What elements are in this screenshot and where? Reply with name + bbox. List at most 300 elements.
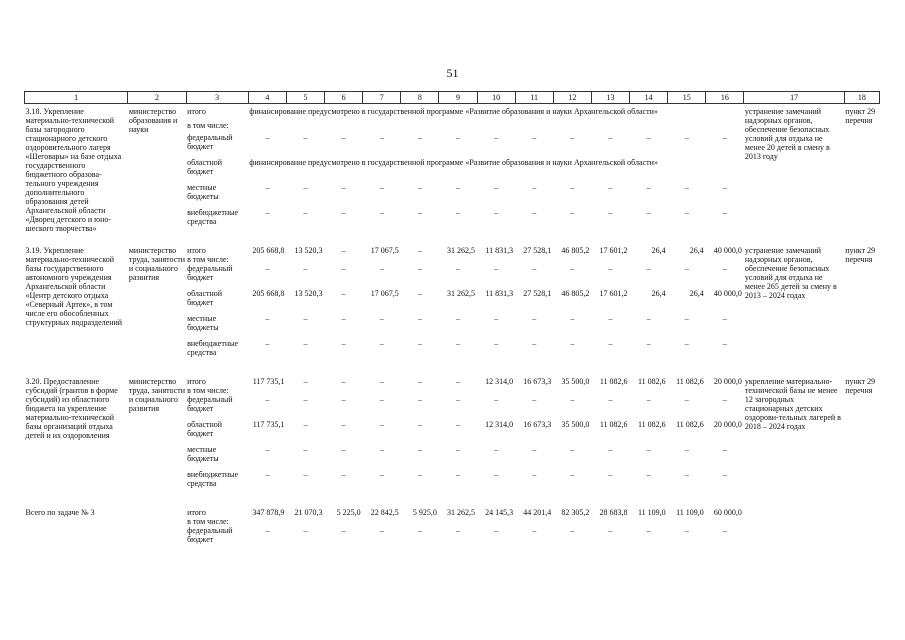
empty-cell — [325, 386, 363, 395]
value-cell: – — [265, 133, 270, 142]
value-cell: – — [608, 445, 613, 454]
value-cell: – — [455, 395, 460, 404]
column-header: 11 — [515, 92, 553, 104]
value-cell: 5 925,0 — [412, 508, 437, 517]
column-header: 10 — [477, 92, 515, 104]
empty-cell — [477, 517, 515, 526]
value-cell: – — [532, 208, 537, 217]
value-cell: – — [303, 314, 308, 323]
empty-cell — [477, 121, 515, 133]
value-cell: – — [417, 526, 422, 535]
value-cell: 16 673,3 — [523, 420, 552, 429]
value-cell: – — [265, 208, 270, 217]
source-label: федеральный бюджет — [187, 264, 233, 282]
value-cell: – — [494, 395, 499, 404]
value-cell: – — [722, 208, 727, 217]
value-cell: – — [722, 445, 727, 454]
value-cell: 44 201,4 — [523, 508, 552, 517]
value-cell: 35 500,0 — [561, 377, 590, 386]
empty-cell — [668, 386, 706, 395]
value-cell: 82 305,2 — [561, 508, 590, 517]
value-cell: – — [341, 289, 346, 298]
value-cell: – — [303, 208, 308, 217]
header-row — [25, 92, 880, 104]
value-cell: – — [570, 264, 575, 273]
value-cell: 11 109,0 — [676, 508, 704, 517]
empty-cell — [363, 121, 401, 133]
value-cell: – — [722, 526, 727, 535]
value-cell: – — [341, 314, 346, 323]
financing-table — [24, 91, 880, 551]
empty-cell — [591, 121, 629, 133]
executor: министерство образования и науки — [128, 107, 178, 134]
empty-cell — [591, 386, 629, 395]
value-cell: – — [608, 314, 613, 323]
empty-cell — [401, 121, 439, 133]
value-cell: – — [494, 264, 499, 273]
value-cell: – — [341, 526, 346, 535]
value-cell: 26,4 — [651, 246, 666, 255]
table-row — [25, 374, 880, 386]
column-header: 5 — [286, 92, 324, 104]
value-cell: – — [532, 445, 537, 454]
value-cell: 20 000,0 — [713, 377, 742, 386]
value-cell: – — [494, 183, 499, 192]
value-cell: – — [417, 470, 422, 479]
empty-cell — [515, 255, 553, 264]
value-cell: – — [379, 314, 384, 323]
value-cell: 17 067,5 — [370, 289, 399, 298]
source-label: федеральный бюджет — [187, 526, 233, 544]
value-cell: – — [341, 208, 346, 217]
executor — [128, 505, 186, 551]
value-cell: – — [303, 339, 308, 348]
value-cell: – — [341, 470, 346, 479]
value-cell: – — [379, 470, 384, 479]
column-header: 2 — [128, 92, 186, 104]
value-cell: 13 520,3 — [294, 246, 323, 255]
page-number: 51 — [446, 66, 459, 80]
value-cell: 5 225,0 — [336, 508, 361, 517]
value-cell: – — [532, 470, 537, 479]
value-cell: – — [417, 339, 422, 348]
column-header: 18 — [844, 92, 879, 104]
value-cell: 28 683,8 — [599, 508, 628, 517]
value-cell: – — [532, 133, 537, 142]
value-cell: 11 831,3 — [485, 246, 514, 255]
value-cell: – — [303, 183, 308, 192]
empty-cell — [515, 386, 553, 395]
value-cell: – — [646, 339, 651, 348]
value-cell: – — [265, 339, 270, 348]
spacer-cell — [25, 495, 880, 505]
empty-cell — [515, 121, 553, 133]
value-cell: – — [684, 339, 689, 348]
empty-cell — [286, 121, 324, 133]
empty-cell — [248, 517, 286, 526]
value-cell: – — [722, 183, 727, 192]
empty-cell — [248, 121, 286, 133]
value-cell: – — [455, 445, 460, 454]
value-cell: – — [722, 264, 727, 273]
value-cell: – — [379, 377, 384, 386]
total-label: Всего по задаче № 3 — [25, 508, 95, 517]
list-reference: пункт 29 перечня — [845, 246, 876, 264]
value-cell: – — [608, 339, 613, 348]
empty-cell — [630, 517, 668, 526]
source-label: в том числе: — [187, 120, 229, 130]
table-row — [25, 505, 880, 517]
value-cell: 117 735,1 — [252, 377, 285, 386]
value-cell: – — [265, 183, 270, 192]
value-cell: – — [646, 133, 651, 142]
empty-cell — [286, 517, 324, 526]
value-cell: – — [570, 395, 575, 404]
value-cell: – — [303, 395, 308, 404]
value-cell: – — [722, 339, 727, 348]
value-cell: – — [341, 377, 346, 386]
empty-cell — [706, 386, 744, 395]
value-cell: – — [417, 183, 422, 192]
value-cell: 17 601,2 — [599, 289, 628, 298]
value-cell: – — [570, 445, 575, 454]
value-cell: – — [303, 377, 308, 386]
value-cell: – — [646, 208, 651, 217]
value-cell: – — [684, 314, 689, 323]
empty-cell — [286, 386, 324, 395]
empty-cell — [439, 255, 477, 264]
value-cell: 27 528,1 — [523, 246, 552, 255]
column-header: 1 — [25, 92, 128, 104]
source-label: в том числе: — [187, 386, 229, 395]
empty-cell — [630, 255, 668, 264]
source-label: местные бюджеты — [187, 445, 219, 463]
source-label: в том числе: — [187, 517, 229, 526]
column-header: 9 — [439, 92, 477, 104]
source-label: в том числе: — [187, 255, 229, 264]
value-cell: 20 000,0 — [713, 420, 742, 429]
value-cell: – — [570, 470, 575, 479]
value-cell: 26,4 — [689, 246, 704, 255]
value-cell: – — [341, 246, 346, 255]
column-header: 6 — [325, 92, 363, 104]
empty-cell — [401, 386, 439, 395]
value-cell: – — [417, 246, 422, 255]
value-cell: 13 520,3 — [294, 289, 323, 298]
value-cell: – — [494, 526, 499, 535]
value-cell: 117 735,1 — [252, 420, 285, 429]
spacer-row — [25, 233, 880, 243]
value-cell: 347 878,9 — [252, 508, 285, 517]
value-cell: – — [341, 395, 346, 404]
empty-cell — [553, 255, 591, 264]
value-cell: – — [455, 264, 460, 273]
source-label: итого — [187, 377, 206, 386]
source-label: федеральный бюджет — [187, 133, 233, 151]
empty-cell — [477, 386, 515, 395]
source-label: местные бюджеты — [187, 183, 219, 201]
value-cell: – — [646, 314, 651, 323]
column-header: 4 — [248, 92, 286, 104]
table-row — [25, 243, 880, 255]
source-label: итого — [187, 246, 206, 255]
source-label: федеральный бюджет — [187, 395, 233, 413]
value-cell: 11 082,6 — [637, 420, 666, 429]
value-cell: – — [608, 133, 613, 142]
value-cell: 12 314,0 — [485, 420, 514, 429]
value-cell: – — [341, 183, 346, 192]
value-cell: – — [646, 445, 651, 454]
value-cell: – — [341, 445, 346, 454]
value-cell: 16 673,3 — [523, 377, 552, 386]
empty-cell — [706, 517, 744, 526]
value-cell: – — [570, 208, 575, 217]
value-cell: – — [341, 133, 346, 142]
value-cell: – — [303, 470, 308, 479]
list-reference: пункт 29 перечня — [845, 107, 876, 125]
value-cell: – — [608, 264, 613, 273]
column-header: 15 — [668, 92, 706, 104]
value-cell: – — [684, 133, 689, 142]
table-row — [25, 104, 880, 121]
value-cell: – — [379, 339, 384, 348]
value-cell: 26,4 — [651, 289, 666, 298]
empty-cell — [363, 255, 401, 264]
empty-cell — [248, 255, 286, 264]
column-header: 8 — [401, 92, 439, 104]
value-cell: – — [379, 208, 384, 217]
value-cell: – — [608, 470, 613, 479]
value-cell: – — [341, 339, 346, 348]
value-cell: – — [570, 339, 575, 348]
column-header: 14 — [630, 92, 668, 104]
empty-cell — [591, 517, 629, 526]
value-cell: – — [417, 289, 422, 298]
value-cell: 40 000,0 — [713, 289, 742, 298]
value-cell: – — [265, 395, 270, 404]
expected-result: устранение замечаний надзорных органов, обеспечение безопасных условий для отдыха не менее 20 детей в смену в 2013 году — [744, 107, 830, 161]
source-label: областной бюджет — [187, 289, 223, 307]
value-cell: – — [379, 264, 384, 273]
value-cell: – — [608, 183, 613, 192]
empty-cell — [363, 517, 401, 526]
value-cell: – — [265, 445, 270, 454]
value-cell: 11 082,6 — [676, 420, 704, 429]
empty-cell — [553, 121, 591, 133]
column-header: 13 — [591, 92, 629, 104]
value-cell: 11 082,6 — [599, 377, 628, 386]
column-header: 17 — [744, 92, 844, 104]
value-cell: – — [494, 470, 499, 479]
value-cell: – — [303, 264, 308, 273]
empty-cell — [325, 121, 363, 133]
value-cell: 31 262,5 — [447, 289, 476, 298]
value-cell: – — [570, 133, 575, 142]
empty-cell — [439, 386, 477, 395]
value-cell: – — [532, 314, 537, 323]
measure-name: 3.19. Укрепление материально-технической базы государственного автономного учреждения Архангельской области «Центр детского отдыха «Северный Артек», в том числе его обособленных структурных подразделений — [25, 246, 123, 327]
value-cell: 205 668,8 — [252, 246, 285, 255]
value-cell: 31 262,5 — [447, 246, 476, 255]
value-cell: – — [265, 470, 270, 479]
value-cell: – — [379, 526, 384, 535]
list-reference — [844, 505, 879, 551]
measure-name: 3.18. Укрепление материально-технической базы загородного стационарного детского оздоровительного лагеря «Шеговары» на базе отдыха государственного бюджетного образова-тельного учреждения дополнительного образования детей Архангельской области «Дворец детского и юно-шеского творчества» — [25, 107, 122, 233]
value-cell: – — [455, 133, 460, 142]
empty-cell — [286, 255, 324, 264]
value-cell: – — [417, 264, 422, 273]
source-label: итого — [187, 508, 206, 517]
column-header: 7 — [363, 92, 401, 104]
source-label: областной бюджет — [187, 158, 223, 176]
executor: министерство труда, занятости и социального развития — [128, 246, 186, 282]
value-cell: – — [417, 377, 422, 386]
value-cell: – — [532, 264, 537, 273]
measure-name: 3.20. Предоставление субсидий (грантов в форме субсидий) из областного бюджета на укрепление материально-технической базы организаций отдыха детей и их оздоровления — [25, 377, 118, 440]
value-cell: – — [684, 264, 689, 273]
value-cell: – — [494, 314, 499, 323]
value-cell: – — [455, 314, 460, 323]
executor: министерство труда, занятости и социального развития — [128, 377, 186, 413]
empty-cell — [706, 255, 744, 264]
value-cell: – — [417, 445, 422, 454]
value-cell: – — [379, 183, 384, 192]
expected-result — [744, 505, 844, 551]
empty-cell — [553, 386, 591, 395]
value-cell: – — [608, 526, 613, 535]
financing-note: финансирование предусмотрено в государственной программе «Развитие образования и науки Архангельской области» — [249, 107, 658, 116]
value-cell: 26,4 — [689, 289, 704, 298]
value-cell: – — [494, 339, 499, 348]
value-cell: – — [684, 183, 689, 192]
empty-cell — [668, 255, 706, 264]
value-cell: 22 842,5 — [370, 508, 399, 517]
empty-cell — [668, 121, 706, 133]
value-cell: – — [417, 208, 422, 217]
value-cell: – — [608, 395, 613, 404]
value-cell: – — [455, 208, 460, 217]
column-header: 12 — [553, 92, 591, 104]
value-cell: – — [646, 264, 651, 273]
spacer-cell — [25, 364, 880, 374]
value-cell: – — [532, 183, 537, 192]
value-cell: 24 145,3 — [485, 508, 514, 517]
column-header: 3 — [186, 92, 248, 104]
value-cell: – — [455, 377, 460, 386]
source-label: внебюджетные средства — [187, 470, 239, 488]
value-cell: – — [494, 133, 499, 142]
list-reference: пункт 29 перечня — [845, 377, 876, 395]
value-cell: – — [722, 395, 727, 404]
value-cell: – — [265, 526, 270, 535]
empty-cell — [668, 517, 706, 526]
empty-cell — [248, 386, 286, 395]
empty-cell — [401, 517, 439, 526]
value-cell: – — [608, 208, 613, 217]
value-cell: 11 831,3 — [485, 289, 514, 298]
value-cell: 17 601,2 — [599, 246, 628, 255]
value-cell: – — [417, 395, 422, 404]
value-cell: – — [684, 526, 689, 535]
value-cell: – — [379, 395, 384, 404]
value-cell: – — [494, 208, 499, 217]
source-label: внебюджетные средства — [187, 339, 239, 357]
empty-cell — [401, 255, 439, 264]
value-cell: – — [532, 395, 537, 404]
source-label: областной бюджет — [187, 420, 223, 438]
value-cell: 205 668,8 — [252, 289, 285, 298]
value-cell: 60 000,0 — [713, 508, 742, 517]
empty-cell — [630, 121, 668, 133]
value-cell: – — [303, 526, 308, 535]
value-cell: – — [417, 133, 422, 142]
value-cell: – — [341, 264, 346, 273]
spacer-cell — [25, 233, 880, 243]
value-cell: – — [379, 445, 384, 454]
value-cell: – — [455, 339, 460, 348]
value-cell: 46 805,2 — [561, 289, 590, 298]
value-cell: – — [532, 526, 537, 535]
value-cell: – — [455, 526, 460, 535]
value-cell: – — [417, 314, 422, 323]
empty-cell — [553, 517, 591, 526]
empty-cell — [706, 121, 744, 133]
value-cell: – — [494, 445, 499, 454]
empty-cell — [515, 517, 553, 526]
value-cell: 11 082,6 — [599, 420, 628, 429]
value-cell: 17 067,5 — [370, 246, 399, 255]
value-cell: – — [646, 526, 651, 535]
value-cell: – — [379, 133, 384, 142]
expected-result: устранение замечаний надзорных органов, обеспечение безопасных условий для отдыха не менее 265 детей за смену в 2013 – 2024 годах — [744, 246, 837, 300]
value-cell: – — [570, 526, 575, 535]
value-cell: – — [684, 208, 689, 217]
source-label: внебюджетные средства — [187, 208, 239, 226]
value-cell: – — [303, 445, 308, 454]
empty-cell — [630, 386, 668, 395]
value-cell: – — [646, 470, 651, 479]
value-cell: – — [455, 470, 460, 479]
value-cell: – — [722, 133, 727, 142]
value-cell: – — [341, 420, 346, 429]
column-header: 16 — [706, 92, 744, 104]
value-cell: 27 528,1 — [523, 289, 552, 298]
value-cell: – — [646, 395, 651, 404]
value-cell: 46 805,2 — [561, 246, 590, 255]
value-cell: 11 082,6 — [676, 377, 704, 386]
value-cell: 21 070,3 — [294, 508, 323, 517]
value-cell: 11 109,0 — [637, 508, 666, 517]
spacer-row — [25, 364, 880, 374]
financing-note: финансирование предусмотрено в государственной программе «Развитие образования и науки Архангельской области» — [249, 158, 658, 167]
value-cell: – — [684, 395, 689, 404]
source-label: местные бюджеты — [187, 314, 219, 332]
value-cell: 35 500,0 — [561, 420, 590, 429]
empty-cell — [439, 121, 477, 133]
empty-cell — [325, 517, 363, 526]
value-cell: – — [455, 183, 460, 192]
value-cell: – — [455, 420, 460, 429]
value-cell: 12 314,0 — [485, 377, 514, 386]
expected-result: укрепление материально-технической базы не менее 12 загородных стационарных детских оздорови-тельных лагерей в 2018 – 2024 годах — [744, 377, 841, 431]
value-cell: – — [570, 183, 575, 192]
value-cell: – — [265, 314, 270, 323]
source-label: итого — [187, 107, 206, 116]
value-cell: – — [684, 470, 689, 479]
empty-cell — [591, 255, 629, 264]
empty-cell — [477, 255, 515, 264]
value-cell: – — [646, 183, 651, 192]
